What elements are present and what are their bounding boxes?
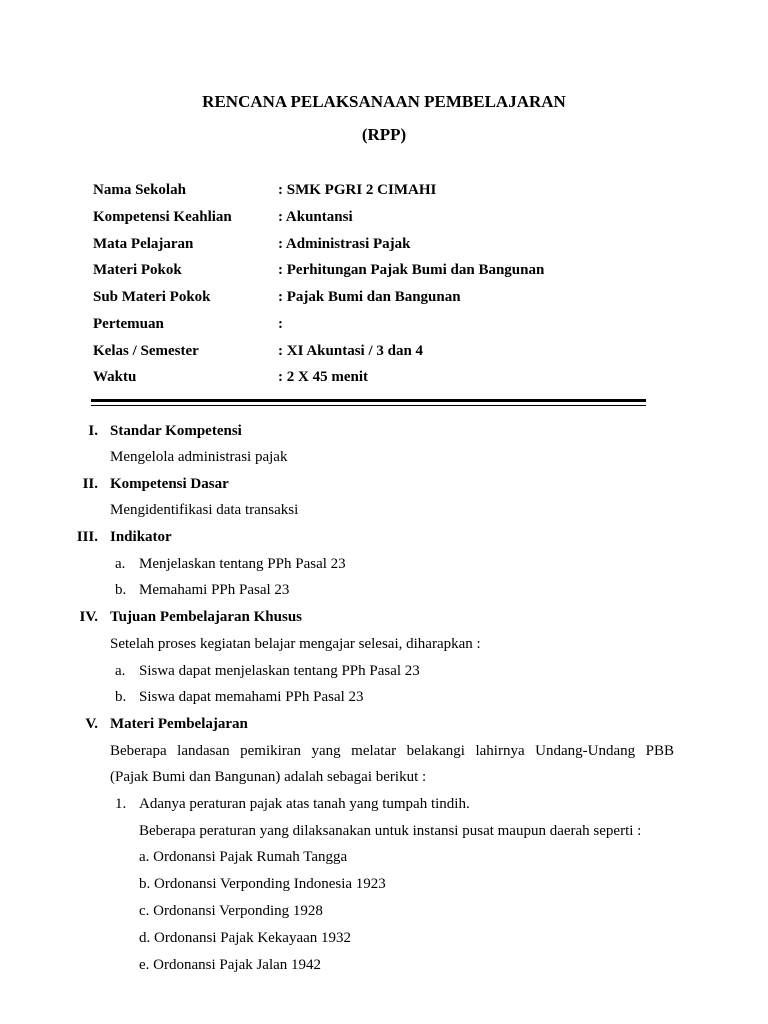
list-text: Siswa dapat memahami PPh Pasal 23 xyxy=(139,689,364,705)
info-label: Kompetensi Keahlian xyxy=(93,209,232,225)
sub-list-item: e. Ordonansi Pajak Jalan 1942 xyxy=(139,957,322,973)
info-value: : Administrasi Pajak xyxy=(278,236,411,252)
info-label: Nama Sekolah xyxy=(93,182,186,198)
section-number: IV. xyxy=(79,609,98,625)
section-heading: Standar Kompetensi xyxy=(110,423,242,439)
section-indikator xyxy=(0,529,768,549)
section-standar-kompetensi xyxy=(0,423,768,443)
section-heading: Tujuan Pembelajaran Khusus xyxy=(110,609,302,625)
section-text: Mengidentifikasi data transaksi xyxy=(110,502,299,518)
section-number: II. xyxy=(82,476,98,492)
info-value: : 2 X 45 menit xyxy=(278,369,368,385)
section-number: III. xyxy=(76,529,98,545)
list-text: Adanya peraturan pajak atas tanah yang tumpah tindih. xyxy=(139,796,470,812)
sub-intro: Beberapa peraturan yang dilaksanakan untuk instansi pusat maupun daerah seperti : xyxy=(139,823,642,839)
section-intro: Setelah proses kegiatan belajar mengajar selesai, diharapkan : xyxy=(110,636,481,652)
info-label: Pertemuan xyxy=(93,316,164,332)
list-text: Memahami PPh Pasal 23 xyxy=(139,582,290,598)
info-label: Sub Materi Pokok xyxy=(93,289,211,305)
section-text: Mengelola administrasi pajak xyxy=(110,449,288,465)
sub-list-item: a. Ordonansi Pajak Rumah Tangga xyxy=(139,849,348,865)
section-tujuan-pembelajaran-khusus xyxy=(0,609,768,629)
info-value: : XI Akuntasi / 3 dan 4 xyxy=(278,343,424,359)
info-value: : Perhitungan Pajak Bumi dan Bangunan xyxy=(278,262,545,278)
section-number: I. xyxy=(88,423,98,439)
section-heading: Materi Pembelajaran xyxy=(110,716,248,732)
document-title: RENCANA PELAKSANAAN PEMBELAJARAN xyxy=(202,92,566,111)
sub-list-item: d. Ordonansi Pajak Kekayaan 1932 xyxy=(139,930,352,946)
sub-list-item: c. Ordonansi Verponding 1928 xyxy=(139,903,323,919)
list-marker: a. xyxy=(115,556,126,572)
section-heading: Kompetensi Dasar xyxy=(110,476,229,492)
sub-list-item: b. Ordonansi Verponding Indonesia 1923 xyxy=(139,876,386,892)
section-kompetensi-dasar xyxy=(0,476,768,496)
info-label: Waktu xyxy=(93,369,137,385)
info-label: Kelas / Semester xyxy=(93,343,199,359)
list-marker: b. xyxy=(115,582,127,598)
header-divider-thick xyxy=(91,399,646,402)
info-value: : xyxy=(278,316,283,332)
info-value: : SMK PGRI 2 CIMAHI xyxy=(278,182,437,198)
info-label: Materi Pokok xyxy=(93,262,182,278)
list-marker: 1. xyxy=(115,796,127,812)
paragraph-line: (Pajak Bumi dan Bangunan) adalah sebagai berikut : xyxy=(110,769,427,785)
info-label: Mata Pelajaran xyxy=(93,236,194,252)
list-text: Menjelaskan tentang PPh Pasal 23 xyxy=(139,556,346,572)
header-divider-thin xyxy=(91,405,646,406)
list-marker: a. xyxy=(115,663,126,679)
info-value: : Akuntansi xyxy=(278,209,353,225)
document-subtitle: (RPP) xyxy=(361,125,407,144)
list-text: Siswa dapat menjelaskan tentang PPh Pasal 23 xyxy=(139,663,420,679)
paragraph-line: Beberapa landasan pemikiran yang melatar belakangi lahirnya Undang-Undang PBB xyxy=(110,743,674,759)
list-marker: b. xyxy=(115,689,127,705)
info-value: : Pajak Bumi dan Bangunan xyxy=(278,289,461,305)
section-materi-pembelajaran xyxy=(0,716,768,736)
section-heading: Indikator xyxy=(110,529,172,545)
section-number: V. xyxy=(85,716,98,732)
